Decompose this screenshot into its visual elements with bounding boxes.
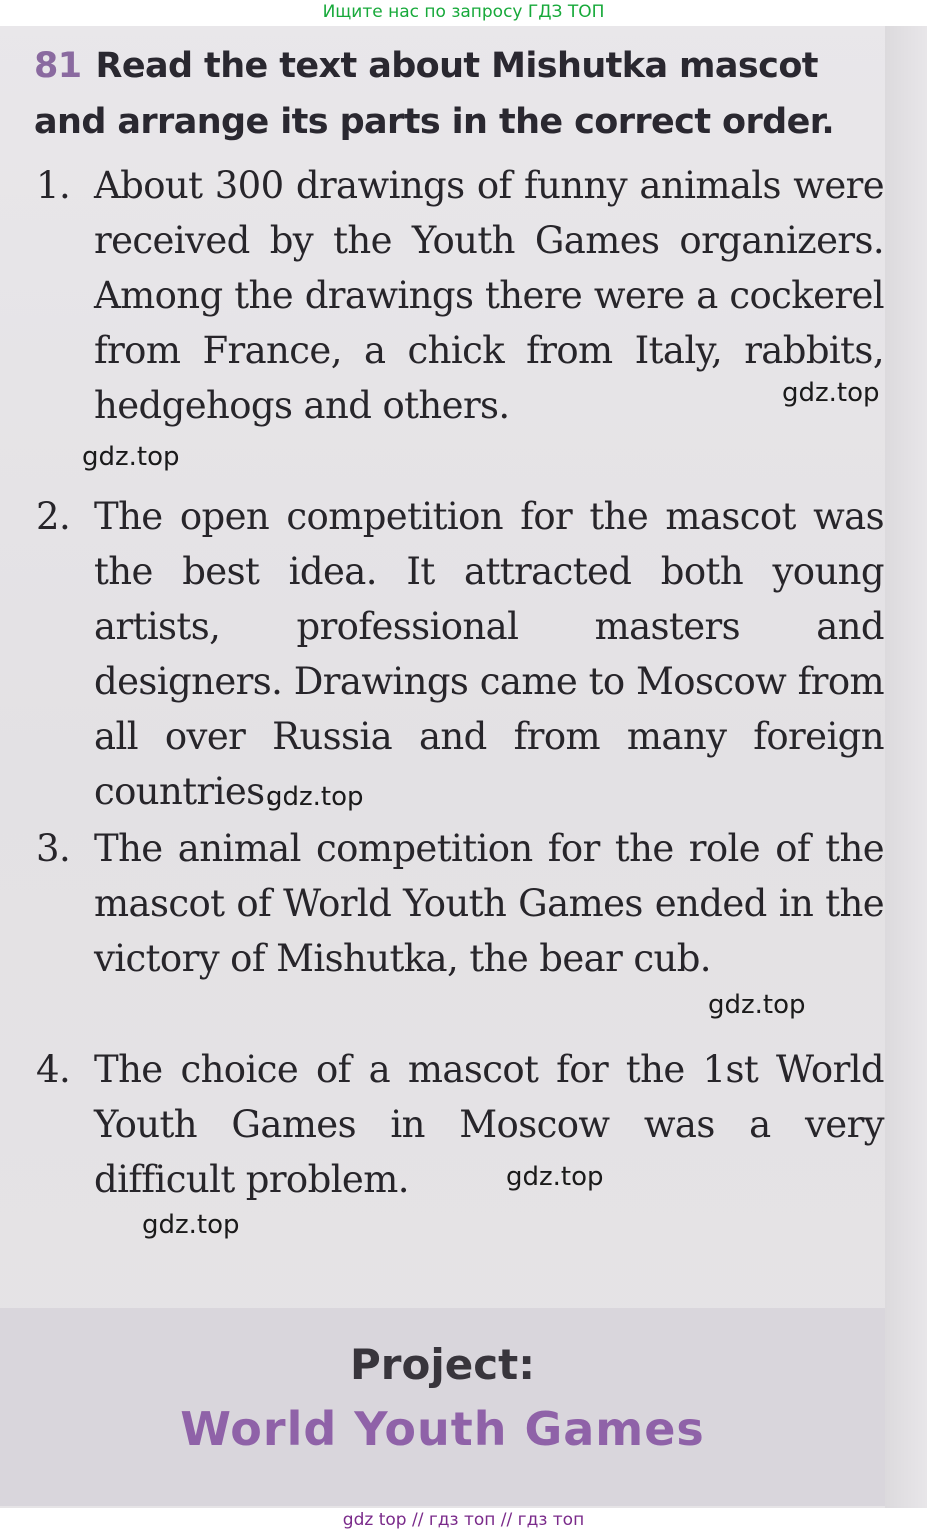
watermark: gdz.top <box>708 990 806 1020</box>
list-item <box>36 489 884 819</box>
top-banner[interactable]: Ищите нас по запросу ГДЗ ТОП <box>0 0 927 26</box>
item-text: The animal competition for the role of the mascot of World Youth Games ended in the victory of Mishutka, the bear cub. <box>94 827 884 980</box>
list-item <box>36 821 884 986</box>
project-subtitle: World Youth Games <box>180 1402 705 1456</box>
watermark: gdz.top <box>506 1162 604 1192</box>
watermark: gdz.top <box>142 1210 240 1240</box>
watermark: gdz.top <box>82 442 180 472</box>
item-text: The choice of a mascot for the 1st World Youth Games in Moscow was a very difficult problem. <box>94 1048 884 1201</box>
item-text: About 300 drawings of funny animals were received by the Youth Games organizers. Among the drawings there were a cockerel from France, a chick from Italy, rabbits, hedgehogs and others. <box>94 164 884 427</box>
item-number: 3. <box>36 827 71 870</box>
exercise-number: 81 <box>34 46 82 86</box>
list-item <box>36 158 884 433</box>
watermark: gdz.top <box>782 378 880 408</box>
instruction-line-1: Read the text about Mishutka mascot <box>95 46 818 86</box>
watermark: gdz.top <box>266 782 364 812</box>
item-number: 4. <box>36 1048 71 1091</box>
project-title: Project: <box>349 1340 535 1389</box>
list-item <box>36 1042 884 1207</box>
exercise-header <box>34 38 894 150</box>
item-text: The open competition for the mascot was the best idea. It attracted both young artists, professional masters and designers. Drawings came to Moscow from all over Russia and from many foreign countries. <box>94 495 884 813</box>
page-edge <box>885 26 927 1508</box>
bottom-banner[interactable]: gdz top // гдз топ // гдз топ <box>0 1508 927 1534</box>
instruction-line-2: and arrange its parts in the correct order. <box>34 102 835 142</box>
item-number: 2. <box>36 495 71 538</box>
item-number: 1. <box>36 164 71 207</box>
